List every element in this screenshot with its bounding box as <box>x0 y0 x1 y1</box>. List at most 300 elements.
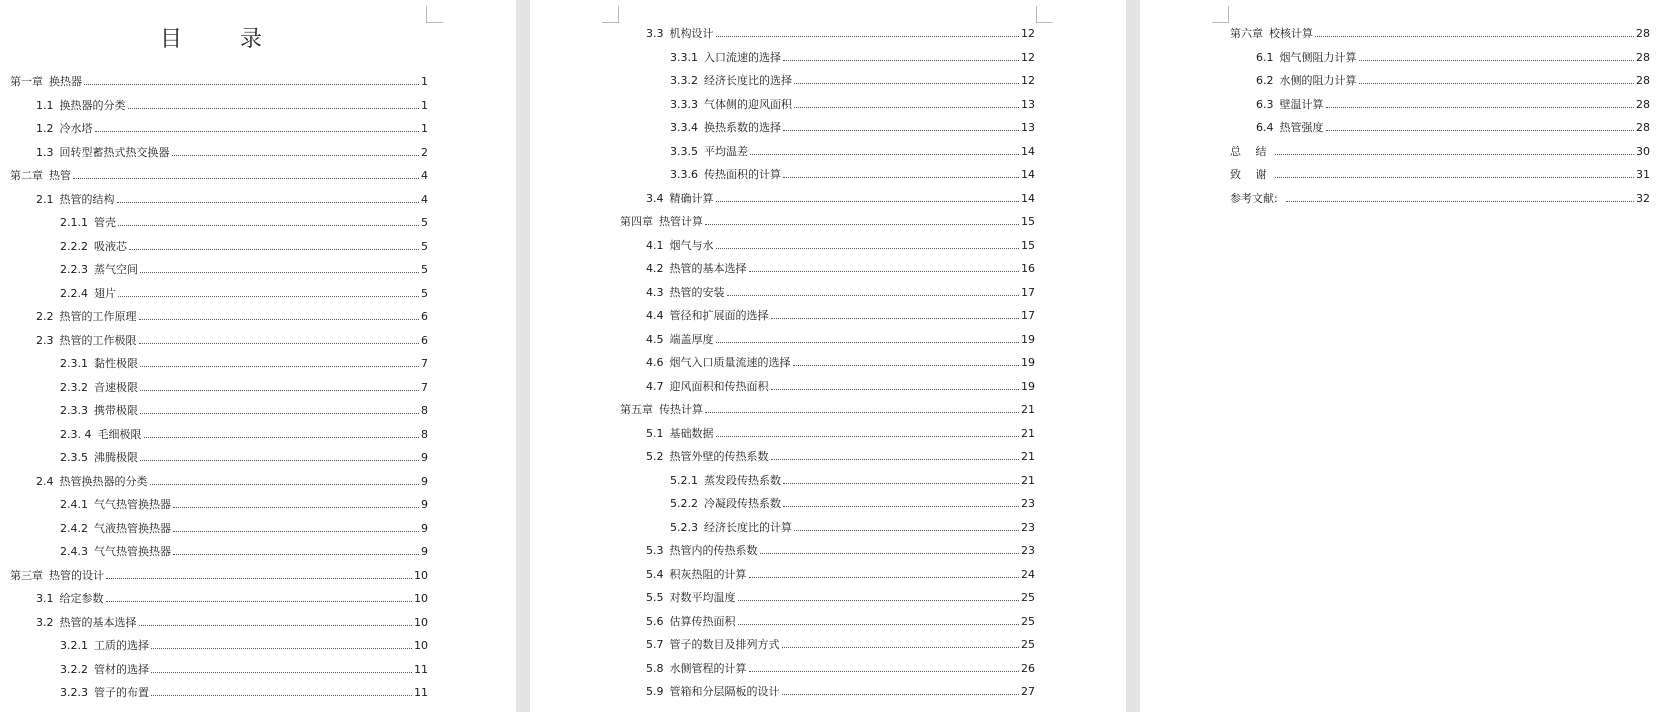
toc-entry-number: 5.2.2 <box>670 497 698 510</box>
toc-entry-text: 机构设计 <box>669 27 714 40</box>
toc-entry-number: 2.2.4 <box>60 286 88 300</box>
toc-entry-number: 2.1.1 <box>60 216 88 229</box>
toc-entry-page-number: 10 <box>414 592 428 605</box>
toc-entry-text: 壁温计算 <box>1279 97 1324 111</box>
toc-page-2 <box>530 0 1126 712</box>
dot-leader <box>1359 60 1635 61</box>
toc-entry[interactable] <box>620 403 1035 417</box>
toc-entry-page-number: 5 <box>421 239 428 253</box>
toc-entry-page-number: 28 <box>1636 50 1650 64</box>
toc-entry-text: 换热器的分类 <box>59 98 126 112</box>
toc-entry-number: 3.3.4 <box>670 121 698 134</box>
toc-entry-text: 气液热管换热器 <box>94 521 171 535</box>
toc-entry-number: 2.1 <box>36 192 54 206</box>
page-gap-right <box>1126 0 1140 712</box>
toc-entry[interactable] <box>670 98 1035 112</box>
toc-entry-number: 4.6 <box>646 356 664 369</box>
toc-entry[interactable] <box>60 428 428 442</box>
toc-entry-text: 热管强度 <box>1279 121 1324 134</box>
toc-entry-number: 第六章 <box>1230 27 1263 40</box>
dot-leader <box>782 694 1020 695</box>
dot-leader <box>782 647 1020 648</box>
toc-entry-text: 基础数据 <box>669 426 714 440</box>
toc-entry-text: 管子的布置 <box>94 686 149 699</box>
toc-entry-page-number: 6 <box>421 333 428 347</box>
toc-entry[interactable] <box>10 169 428 183</box>
toc-entry-number: 第四章 <box>620 215 653 228</box>
toc-entry-text: 热管的安装 <box>669 285 725 299</box>
dot-leader <box>150 484 420 485</box>
toc-entry-page-number: 5 <box>421 216 428 229</box>
toc-entry[interactable] <box>670 121 1035 135</box>
toc-entry-text: 平均温差 <box>704 144 748 158</box>
toc-entry-page-number: 8 <box>421 404 428 417</box>
toc-entry-number: 3.3.2 <box>670 74 698 87</box>
toc-entry[interactable] <box>646 450 1035 464</box>
toc-entry-page-number: 16 <box>1021 262 1035 275</box>
toc-entry-number: 3.3.1 <box>670 50 698 64</box>
toc-entry[interactable] <box>36 122 428 136</box>
toc-entry[interactable] <box>646 309 1035 323</box>
toc-entry-number: 5.9 <box>646 685 664 698</box>
toc-entry-page-number: 14 <box>1021 168 1035 181</box>
dot-leader <box>1286 201 1634 202</box>
dot-leader <box>1326 130 1635 131</box>
dot-leader <box>139 625 413 626</box>
page-corner-mark <box>426 6 443 23</box>
toc-entry-number: 5.4 <box>646 567 664 581</box>
toc-entry-number: 2.3.2 <box>60 380 88 394</box>
dot-leader <box>106 578 412 579</box>
toc-entry-page-number: 19 <box>1021 332 1035 346</box>
toc-entry-text: 吸液芯 <box>94 239 127 253</box>
toc-entry-number: 4.2 <box>646 262 664 275</box>
dot-leader <box>140 390 419 391</box>
toc-entry-text: 管材的选择 <box>94 662 149 676</box>
toc-entry[interactable] <box>670 521 1035 535</box>
toc-entry[interactable] <box>60 545 428 559</box>
toc-entry-page-number: 28 <box>1636 121 1650 134</box>
toc-entry-page-number: 6 <box>421 310 428 323</box>
toc-entry[interactable] <box>60 287 428 301</box>
dot-leader <box>749 271 1020 272</box>
toc-entry-page-number: 9 <box>421 521 428 535</box>
toc-entry-page-number: 1 <box>421 98 428 112</box>
toc-entry-page-number: 2 <box>421 145 428 159</box>
toc-entry-page-number: 1 <box>421 122 428 135</box>
toc-entry-number: 2.3. 4 <box>60 427 92 441</box>
toc-entry-text: 换热器 <box>49 75 82 88</box>
dot-leader <box>793 365 1020 366</box>
dot-leader <box>716 342 1020 343</box>
toc-entry-text: 气气热管换热器 <box>94 498 171 511</box>
dot-leader <box>771 318 1020 319</box>
toc-entry-text: 精确计算 <box>669 191 714 205</box>
toc-entry-page-number: 28 <box>1636 97 1650 111</box>
toc-entry[interactable] <box>36 193 428 207</box>
dot-leader <box>783 177 1019 178</box>
toc-entry-text: 冷水塔 <box>59 122 93 135</box>
toc-entry[interactable] <box>1230 27 1650 41</box>
toc-entry-number: 6.4 <box>1256 121 1274 134</box>
toc-entry-page-number: 11 <box>414 662 428 676</box>
toc-entry-number: 2.4.3 <box>60 545 88 558</box>
toc-entry-text: 管壳 <box>94 216 116 229</box>
dot-leader <box>151 648 412 649</box>
toc-entry[interactable] <box>670 474 1035 488</box>
toc-entry-text: 黏性极限 <box>94 357 138 370</box>
toc-entry-text: 估算传热面积 <box>669 614 736 628</box>
toc-entry[interactable] <box>36 475 428 489</box>
dot-leader <box>716 36 1020 37</box>
dot-leader <box>139 343 420 344</box>
toc-entry[interactable] <box>646 591 1035 605</box>
dot-leader <box>144 437 420 438</box>
toc-entry-number: 2.3.1 <box>60 357 88 370</box>
toc-entry-number: 5.2.1 <box>670 473 698 487</box>
toc-entry-page-number: 26 <box>1021 661 1035 675</box>
toc-entry-number: 2.4.2 <box>60 521 88 535</box>
toc-entry-number: 第五章 <box>620 403 653 416</box>
toc-entry[interactable] <box>646 333 1035 347</box>
toc-entry-page-number: 13 <box>1021 97 1035 111</box>
dot-leader <box>749 671 1020 672</box>
toc-entry-number: 6.2 <box>1256 74 1274 87</box>
toc-entry[interactable] <box>60 404 428 418</box>
toc-entry[interactable] <box>10 75 428 89</box>
toc-entry[interactable] <box>646 427 1035 441</box>
toc-entry-text: 热管的结构 <box>59 192 115 206</box>
toc-entry-number: 总 结 <box>1230 144 1267 158</box>
toc-entry-page-number: 23 <box>1021 497 1035 510</box>
toc-entry-page-number: 5 <box>421 263 428 276</box>
toc-entry[interactable] <box>646 662 1035 676</box>
toc-entry-text: 烟气侧阻力计算 <box>1279 50 1357 64</box>
dot-leader <box>151 672 412 673</box>
toc-entry-text: 热管的工作原理 <box>59 310 137 323</box>
page-corner-mark <box>1212 6 1229 23</box>
toc-entry-number: 5.3 <box>646 544 664 557</box>
toc-entry-text: 热管的设计 <box>49 568 104 582</box>
toc-entry-text: 管箱和分层隔板的设计 <box>669 685 780 698</box>
dot-leader <box>783 483 1019 484</box>
toc-entry-text: 管径和扩展面的选择 <box>669 309 769 322</box>
dot-leader <box>118 296 419 297</box>
toc-entry[interactable] <box>36 146 428 160</box>
toc-entry-number: 1.1 <box>36 98 54 112</box>
toc-entry-text: 管子的数目及排列方式 <box>669 638 780 651</box>
toc-entry[interactable] <box>60 263 428 277</box>
toc-entry[interactable] <box>36 616 428 630</box>
toc-entry[interactable] <box>1230 168 1650 182</box>
dot-leader <box>750 154 1019 155</box>
dot-leader <box>140 366 419 367</box>
toc-entry-text: 校核计算 <box>1269 27 1313 40</box>
toc-entry-number: 5.1 <box>646 426 664 440</box>
toc-entry[interactable] <box>646 239 1035 253</box>
toc-entry-number: 第三章 <box>10 568 43 582</box>
toc-entry-page-number: 19 <box>1021 356 1035 369</box>
toc-entry-page-number: 12 <box>1021 27 1035 40</box>
dot-leader <box>139 319 420 320</box>
toc-entry-page-number: 11 <box>414 686 428 699</box>
toc-entry-page-number: 25 <box>1021 591 1035 604</box>
toc-entry[interactable] <box>60 357 428 371</box>
dot-leader <box>771 389 1020 390</box>
dot-leader <box>84 84 419 85</box>
toc-entry[interactable] <box>36 99 428 113</box>
dot-leader <box>117 202 420 203</box>
dot-leader <box>783 506 1019 507</box>
toc-entry-number: 1.3 <box>36 145 54 159</box>
toc-entry[interactable] <box>670 74 1035 88</box>
toc-entry[interactable] <box>670 168 1035 182</box>
toc-entry[interactable] <box>620 215 1035 229</box>
toc-entry-page-number: 12 <box>1021 50 1035 64</box>
toc-entry-number: 6.1 <box>1256 50 1274 64</box>
toc-entry-number: 3.1 <box>36 592 54 605</box>
page-title: 目 录 <box>159 27 280 52</box>
toc-entry-page-number: 13 <box>1021 121 1035 134</box>
toc-entry-text: 毛细极限 <box>97 427 142 441</box>
toc-entry-page-number: 15 <box>1021 215 1035 228</box>
toc-entry-page-number: 10 <box>414 615 428 629</box>
toc-entry-number: 2.4.1 <box>60 498 88 511</box>
toc-entry[interactable] <box>60 498 428 512</box>
toc-entry[interactable] <box>670 51 1035 65</box>
toc-entry-number: 3.2 <box>36 615 54 629</box>
toc-entry[interactable] <box>1230 145 1650 159</box>
toc-entry-page-number: 31 <box>1636 168 1650 181</box>
dot-leader <box>716 436 1020 437</box>
toc-entry-page-number: 28 <box>1636 74 1650 87</box>
toc-entry[interactable] <box>60 639 428 653</box>
toc-entry[interactable] <box>60 663 428 677</box>
toc-entry-text: 经济长度比的选择 <box>704 74 792 87</box>
toc-entry[interactable] <box>1256 98 1650 112</box>
dot-leader <box>173 507 419 508</box>
toc-entry-number: 第一章 <box>10 75 43 88</box>
toc-entry-text: 水侧管程的计算 <box>669 661 747 675</box>
toc-entry[interactable] <box>646 192 1035 206</box>
toc-entry[interactable] <box>646 27 1035 41</box>
toc-entry[interactable] <box>646 286 1035 300</box>
toc-entry[interactable] <box>646 615 1035 629</box>
dot-leader <box>716 248 1020 249</box>
toc-entry-text: 迎风面积和传热面积 <box>669 379 769 393</box>
dot-leader <box>95 131 420 132</box>
toc-entry-page-number: 23 <box>1021 520 1035 534</box>
toc-entry-text: 经济长度比的计算 <box>704 520 792 534</box>
toc-entry[interactable] <box>60 240 428 254</box>
toc-entry[interactable] <box>60 522 428 536</box>
toc-entry-number: 2.3.3 <box>60 404 88 417</box>
toc-entry-number: 致 谢 <box>1230 168 1267 181</box>
toc-entry-page-number: 23 <box>1021 544 1035 557</box>
toc-entry-page-number: 19 <box>1021 379 1035 393</box>
toc-entry-text: 冷凝段传热系数 <box>704 497 781 510</box>
dot-leader <box>1275 154 1635 155</box>
toc-entry-text: 烟气入口质量流速的选择 <box>669 356 791 369</box>
toc-entry-text: 沸腾极限 <box>94 451 138 464</box>
dot-leader <box>771 459 1020 460</box>
dot-leader <box>705 224 1019 225</box>
toc-entry-text: 音速极限 <box>94 380 138 394</box>
dot-leader <box>140 272 419 273</box>
dot-leader <box>727 295 1020 296</box>
toc-entry-page-number: 4 <box>421 192 428 206</box>
toc-entry[interactable] <box>1230 192 1650 206</box>
dot-leader <box>128 108 420 109</box>
dot-leader <box>1326 107 1635 108</box>
toc-entry[interactable] <box>646 568 1035 582</box>
toc-entry-number: 4.1 <box>646 238 664 252</box>
toc-entry-number: 第二章 <box>10 169 43 182</box>
toc-entry-page-number: 28 <box>1636 27 1650 40</box>
toc-entry-number: 3.3.6 <box>670 168 698 181</box>
toc-entry-page-number: 10 <box>414 568 428 582</box>
dot-leader <box>1315 36 1634 37</box>
toc-entry-page-number: 9 <box>421 545 428 558</box>
toc-entry[interactable] <box>646 356 1035 370</box>
toc-entry[interactable] <box>36 310 428 324</box>
toc-entry-page-number: 24 <box>1021 567 1035 581</box>
toc-entry[interactable] <box>1256 51 1650 65</box>
toc-entry-page-number: 25 <box>1021 638 1035 651</box>
dot-leader <box>106 601 413 602</box>
toc-entry-page-number: 30 <box>1636 144 1650 158</box>
dot-leader <box>140 460 419 461</box>
toc-entry-text: 端盖厚度 <box>669 332 714 346</box>
toc-entry[interactable] <box>670 497 1035 511</box>
dot-leader <box>1275 177 1635 178</box>
toc-entry-text: 传热计算 <box>659 403 703 416</box>
dot-leader <box>73 178 419 179</box>
toc-entry-text: 热管的基本选择 <box>669 262 747 275</box>
toc-entry-number: 6.3 <box>1256 97 1274 111</box>
dot-leader <box>738 624 1020 625</box>
toc-entry-text: 回转型蓄热式热交换器 <box>59 145 170 159</box>
toc-entry-page-number: 21 <box>1021 403 1035 416</box>
toc-entry-number: 3.4 <box>646 191 664 205</box>
toc-entry[interactable] <box>60 381 428 395</box>
toc-entry-number: 5.8 <box>646 661 664 675</box>
page-gap-left <box>516 0 530 712</box>
toc-entry-number: 3.3.3 <box>670 97 698 111</box>
dot-leader <box>794 530 1019 531</box>
toc-entry[interactable] <box>10 569 428 583</box>
toc-entry-number: 2.3.5 <box>60 451 88 464</box>
toc-entry-page-number: 8 <box>421 427 428 441</box>
toc-entry-number: 参考文献: <box>1230 191 1278 205</box>
toc-entry[interactable] <box>646 262 1035 276</box>
toc-entry-number: 3.2.2 <box>60 662 88 676</box>
toc-entry-page-number: 32 <box>1636 191 1650 205</box>
toc-entry-page-number: 25 <box>1021 614 1035 628</box>
dot-leader <box>749 577 1020 578</box>
dot-leader <box>716 201 1020 202</box>
dot-leader <box>140 413 419 414</box>
toc-entry[interactable] <box>60 451 428 465</box>
page-corner-mark <box>602 6 619 23</box>
dot-leader <box>173 531 419 532</box>
toc-entry-number: 4.4 <box>646 309 664 322</box>
toc-entry[interactable] <box>1256 74 1650 88</box>
dot-leader <box>151 695 412 696</box>
toc-entry-number: 2.2.3 <box>60 263 88 276</box>
toc-entry-number: 4.7 <box>646 379 664 393</box>
toc-entry-page-number: 17 <box>1021 285 1035 299</box>
dot-leader <box>129 249 419 250</box>
dot-leader <box>1359 83 1635 84</box>
toc-entry-text: 对数平均温度 <box>669 591 736 604</box>
dot-leader <box>794 107 1019 108</box>
toc-entry-text: 蒸发段传热系数 <box>704 473 781 487</box>
toc-entry-text: 热管换热器的分类 <box>59 474 148 488</box>
toc-entry-number: 5.6 <box>646 614 664 628</box>
toc-entry[interactable] <box>60 216 428 230</box>
toc-entry-page-number: 14 <box>1021 191 1035 205</box>
toc-entry-text: 热管内的传热系数 <box>669 544 758 557</box>
dot-leader <box>738 600 1020 601</box>
toc-entry-text: 热管 <box>49 169 71 182</box>
toc-entry-text: 蒸气空间 <box>94 263 138 276</box>
toc-entry[interactable] <box>36 592 428 606</box>
toc-entry-text: 积灰热阻的计算 <box>669 567 747 581</box>
toc-entry-number: 2.2.2 <box>60 239 88 253</box>
toc-entry-text: 热管计算 <box>659 215 703 228</box>
toc-entry-number: 1.2 <box>36 122 54 135</box>
toc-entry[interactable] <box>646 685 1035 699</box>
toc-entry-number: 4.5 <box>646 332 664 346</box>
toc-entry-number: 3.3 <box>646 27 664 40</box>
toc-entry-text: 传热面积的计算 <box>704 168 781 181</box>
toc-entry[interactable] <box>60 686 428 700</box>
toc-entry[interactable] <box>36 334 428 348</box>
dot-leader <box>783 130 1019 131</box>
toc-page-3 <box>1140 0 1661 712</box>
toc-entry-number: 2.4 <box>36 474 54 488</box>
toc-entry-number: 3.3.5 <box>670 144 698 158</box>
toc-entry[interactable] <box>646 544 1035 558</box>
dot-leader <box>118 225 419 226</box>
toc-entry[interactable] <box>670 145 1035 159</box>
toc-entry-text: 入口流速的选择 <box>704 50 781 64</box>
toc-entry-text: 热管外壁的传热系数 <box>669 450 769 463</box>
toc-entry-text: 热管的工作极限 <box>59 333 137 347</box>
dot-leader <box>705 412 1019 413</box>
toc-entry-text: 给定参数 <box>59 592 104 605</box>
dot-leader <box>760 553 1020 554</box>
toc-entry-page-number: 9 <box>421 451 428 464</box>
dot-leader <box>794 83 1019 84</box>
toc-entry-page-number: 21 <box>1021 473 1035 487</box>
toc-entry-page-number: 5 <box>421 286 428 300</box>
toc-entry[interactable] <box>646 380 1035 394</box>
page-corner-mark <box>1036 6 1053 23</box>
toc-entry-page-number: 27 <box>1021 685 1035 698</box>
toc-entry-number: 5.2.3 <box>670 520 698 534</box>
toc-entry-page-number: 12 <box>1021 74 1035 87</box>
toc-entry-number: 2.3 <box>36 333 54 347</box>
toc-entry-number: 3.2.1 <box>60 639 88 652</box>
toc-entry-page-number: 10 <box>414 639 428 652</box>
toc-entry[interactable] <box>646 638 1035 652</box>
toc-entry-page-number: 17 <box>1021 309 1035 322</box>
toc-entry-page-number: 15 <box>1021 238 1035 252</box>
toc-entry-text: 翅片 <box>94 286 116 300</box>
toc-entry[interactable] <box>1256 121 1650 135</box>
